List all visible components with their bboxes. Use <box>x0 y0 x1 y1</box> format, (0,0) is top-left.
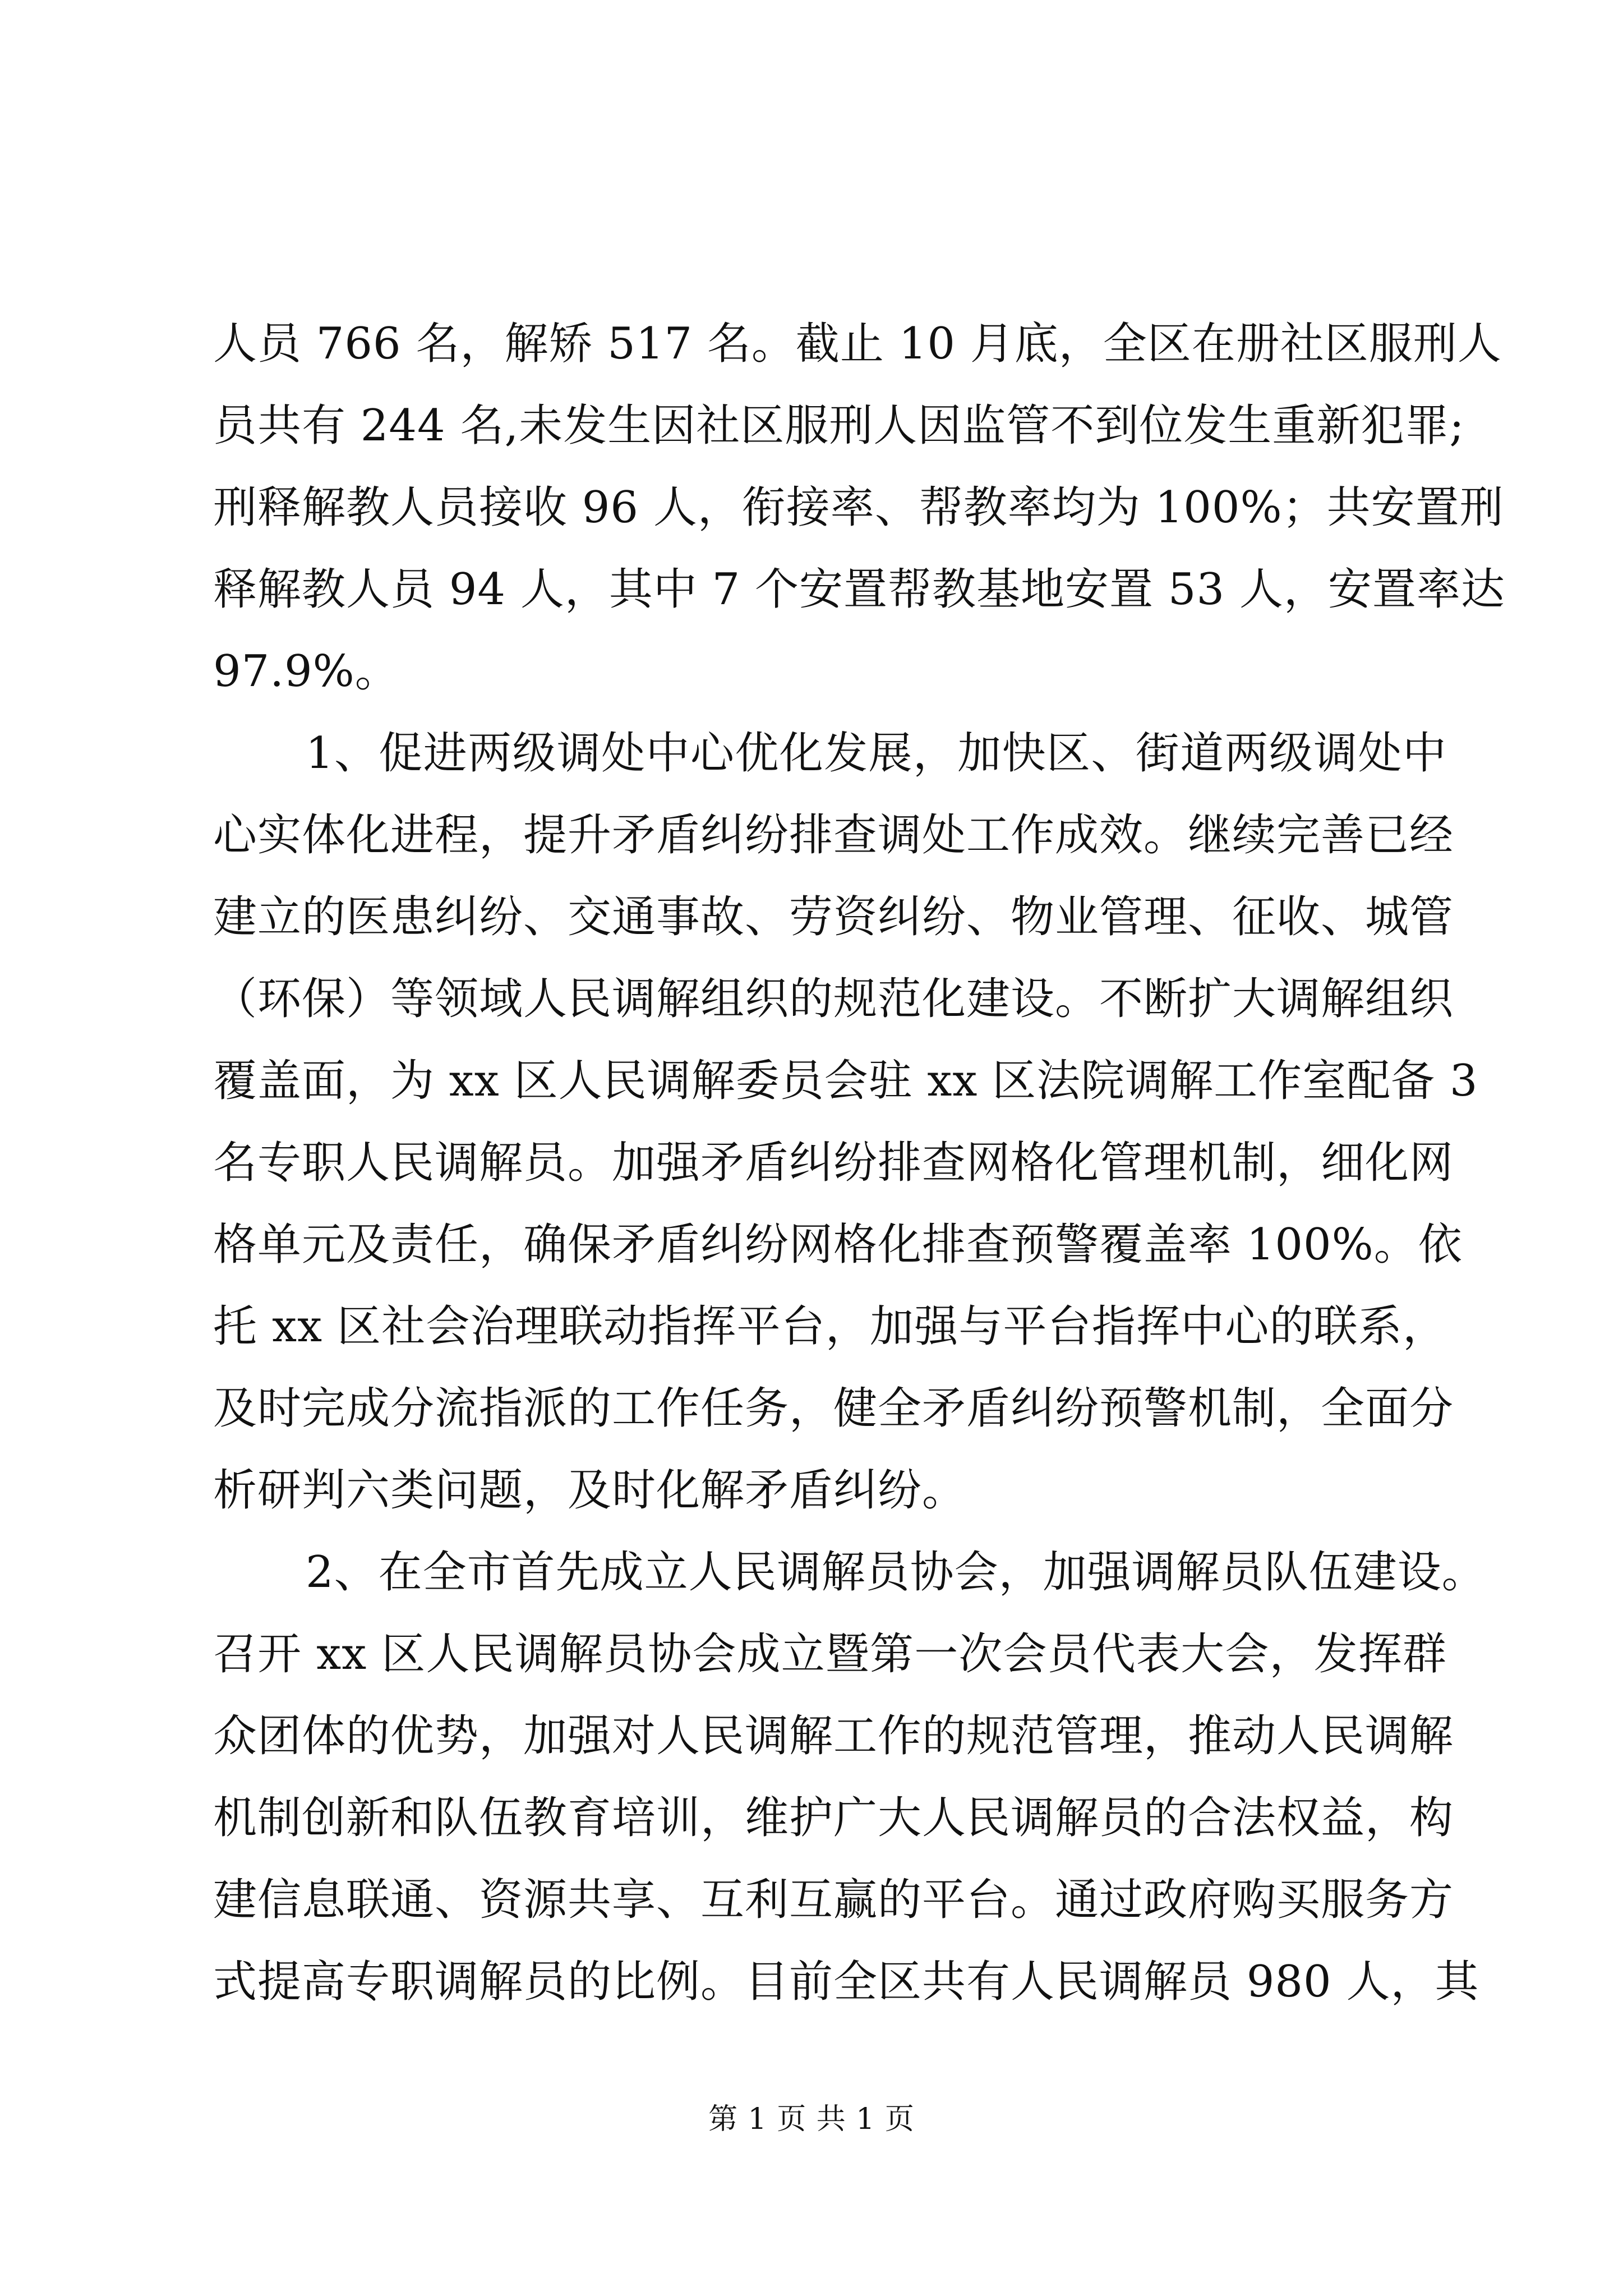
document-body <box>213 303 1505 2023</box>
text-line: 员共有 244 名,未发生因社区服刑人因监管不到位发生重新犯罪; <box>213 401 1465 451</box>
paragraph-item-2 <box>213 1531 1486 2023</box>
text-line: 2、在全市首先成立人民调解员协会，加强调解员队伍建设。 <box>306 1547 1486 1598</box>
text-line: 97.9%。 <box>213 646 399 697</box>
text-line: 覆盖面，为 xx 区人民调解委员会驻 xx 区法院调解工作室配备 3 <box>213 1056 1478 1106</box>
text-line: 召开 xx 区人民调解员协会成立暨第一次会员代表大会，发挥群 <box>213 1629 1447 1680</box>
text-line: 机制创新和队伍教育培训，维护广大人民调解员的合法权益，构 <box>213 1793 1454 1843</box>
text-line: 心实体化进程，提升矛盾纠纷排查调处工作成效。继续完善已经 <box>213 810 1454 861</box>
text-line: 刑释解教人员接收 96 人，衔接率、帮教率均为 100%；共安置刑 <box>213 482 1504 533</box>
text-line: 析研判六类问题，及时化解矛盾纠纷。 <box>213 1465 967 1516</box>
paragraph-item-1 <box>213 712 1478 1531</box>
text-line: 释解教人员 94 人，其中 7 个安置帮教基地安置 53 人，安置率达 <box>213 564 1505 615</box>
text-line: 格单元及责任，确保矛盾纠纷网格化排查预警覆盖率 100%。依 <box>213 1220 1463 1270</box>
text-line: 式提高专职调解员的比例。目前全区共有人民调解员 980 人，其 <box>213 1957 1479 2007</box>
page-number-footer: 第 1 页 共 1 页 <box>708 2102 915 2136</box>
text-line: 人员 766 名，解矫 517 名。截止 10 月底，全区在册社区服刑人 <box>213 319 1502 369</box>
text-line: 及时完成分流指派的工作任务，健全矛盾纠纷预警机制，全面分 <box>213 1383 1454 1434</box>
text-line: （环保）等领域人民调解组织的规范化建设。不断扩大调解组织 <box>213 974 1454 1024</box>
text-line: 1、促进两级调处中心优化发展，加快区、街道两级调处中 <box>306 728 1447 779</box>
text-line: 建信息联通、资源共享、互利互赢的平台。通过政府购买服务方 <box>213 1875 1454 1925</box>
text-line: 托 xx 区社会治理联动指挥平台，加强与平台指挥中心的联系， <box>213 1301 1447 1352</box>
text-line: 建立的医患纠纷、交通事故、劳资纠纷、物业管理、征收、城管 <box>213 892 1454 942</box>
paragraph-statistics <box>213 303 1505 712</box>
text-line: 名专职人民调解员。加强矛盾纠纷排查网格化管理机制，细化网 <box>213 1138 1454 1188</box>
text-line: 众团体的优势，加强对人民调解工作的规范管理，推动人民调解 <box>213 1711 1454 1761</box>
